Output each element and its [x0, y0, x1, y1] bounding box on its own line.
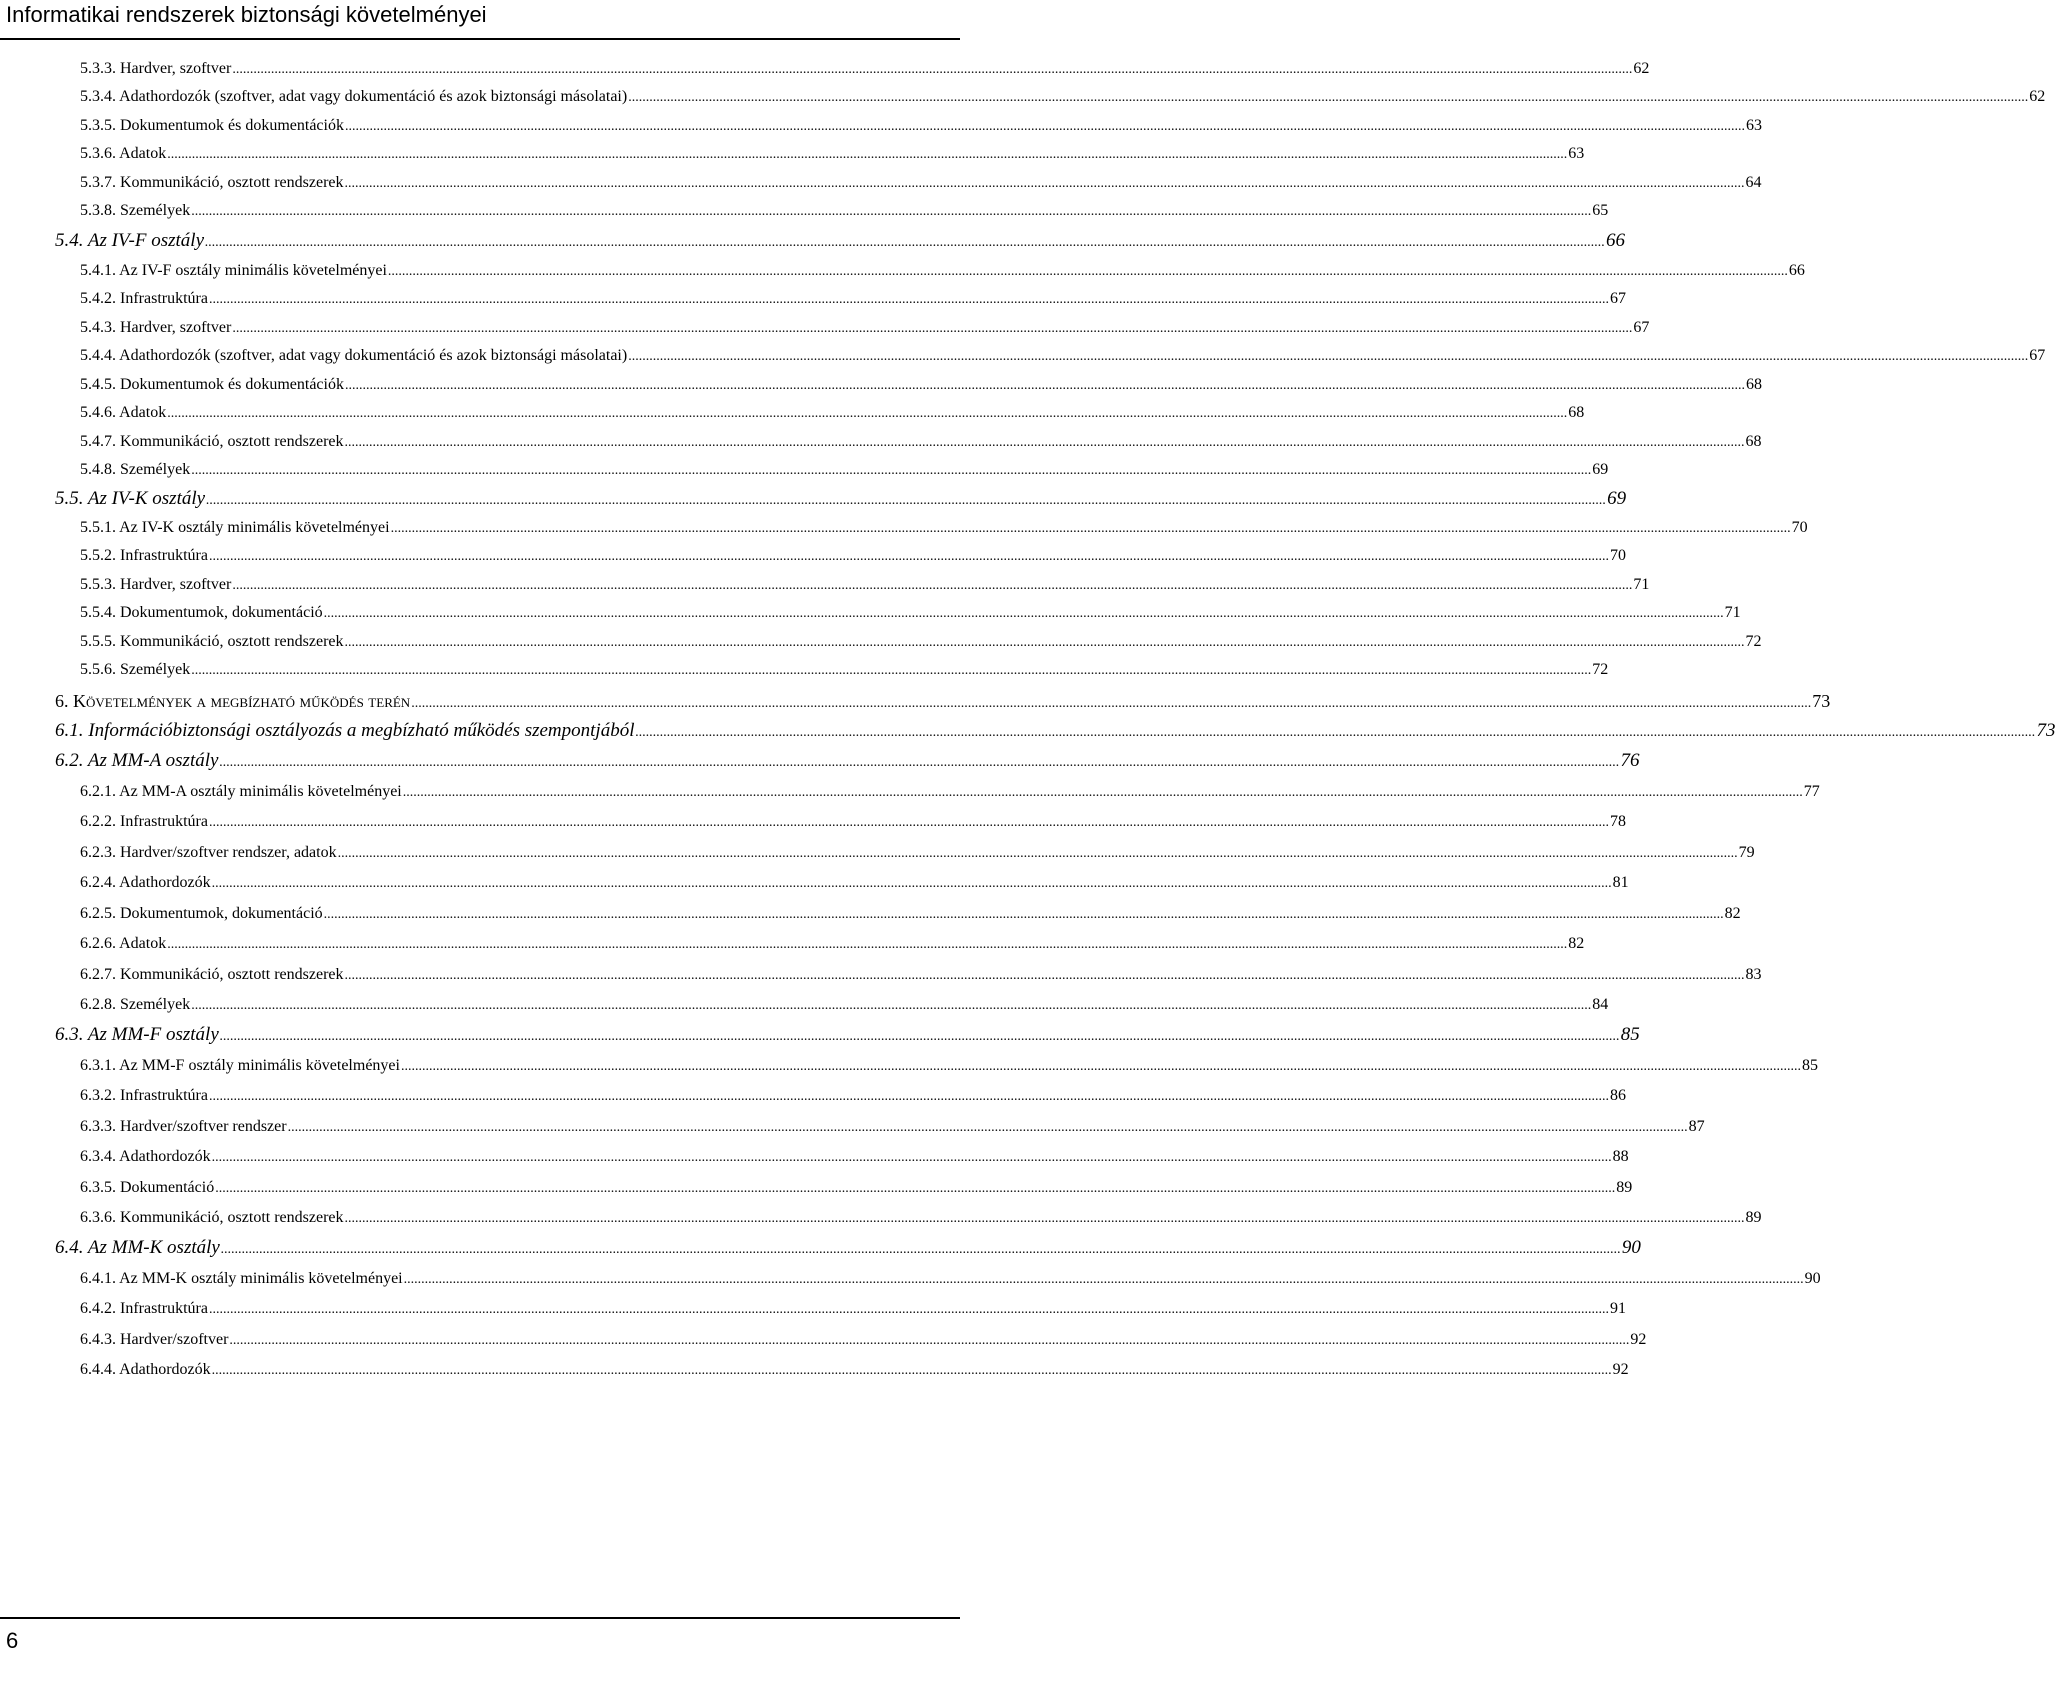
toc-entry-page: 82	[1568, 935, 1585, 952]
toc-dot-leader: ................................................................................................................................................................................................................................................................................................................................................................................................................	[337, 846, 1738, 861]
toc-dot-leader: ................................................................................................................................................................................................................................................................................................................................................................................................................	[232, 321, 1633, 336]
toc-dot-leader: ................................................................................................................................................................................................................................................................................................................................................................................................................	[191, 998, 1592, 1013]
toc-entry-page: 66	[1606, 230, 1626, 251]
toc-entry[interactable]	[80, 290, 1626, 308]
toc-entry-label: 6.2.8. Személyek	[80, 996, 191, 1013]
toc-entry[interactable]	[80, 576, 1650, 594]
toc-dot-leader: ................................................................................................................................................................................................................................................................................................................................................................................................................	[403, 1272, 1804, 1287]
toc-entry[interactable]	[80, 347, 2046, 365]
toc-entry-page: 62	[2029, 88, 2046, 105]
toc-entry-page: 66	[1788, 262, 1805, 279]
toc-dot-leader: ................................................................................................................................................................................................................................................................................................................................................................................................................	[232, 578, 1633, 593]
toc-dot-leader: ................................................................................................................................................................................................................................................................................................................................................................................................................	[211, 1150, 1612, 1165]
toc-entry-label: 5.3.8. Személyek	[80, 202, 191, 219]
toc-entry[interactable]	[80, 1179, 1633, 1197]
toc-entry-page: 67	[1633, 319, 1650, 336]
toc-entry[interactable]	[55, 488, 1627, 510]
toc-entry-label: 6.3.6. Kommunikáció, osztott rendszerek	[80, 1209, 344, 1226]
toc-entry[interactable]	[80, 604, 1741, 622]
toc-entry-label: 6. Követelmények a megbízható működés terén	[55, 691, 411, 711]
toc-entry[interactable]	[80, 996, 1609, 1014]
toc-entry-label: 5.5.6. Személyek	[80, 661, 191, 678]
toc-entry-label: 6.2.4. Adathordozók	[80, 874, 211, 891]
toc-dot-leader: ................................................................................................................................................................................................................................................................................................................................................................................................................	[344, 435, 1745, 450]
toc-entry-label: 6.3.2. Infrastruktúra	[80, 1087, 208, 1104]
toc-entry[interactable]	[80, 547, 1626, 565]
toc-dot-leader: ................................................................................................................................................................................................................................................................................................................................................................................................................	[208, 815, 1609, 830]
toc-entry-label: 6.2.5. Dokumentumok, dokumentáció	[80, 905, 323, 922]
toc-entry-label: 5.3.3. Hardver, szoftver	[80, 60, 232, 77]
toc-entry-label: 6.2.1. Az MM-A osztály minimális követelményei	[80, 783, 402, 800]
toc-entry-label: 5.3.6. Adatok	[80, 145, 167, 162]
toc-entry-page: 69	[1607, 488, 1627, 509]
toc-entry-label: 5.4.1. Az IV-F osztály minimális követelményei	[80, 262, 387, 279]
toc-entry-label: 5.4.6. Adatok	[80, 404, 167, 421]
toc-entry-label: 5.5.4. Dokumentumok, dokumentáció	[80, 604, 323, 621]
toc-dot-leader: ................................................................................................................................................................................................................................................................................................................................................................................................................	[323, 606, 1724, 621]
toc-entry-page: 69	[1592, 461, 1609, 478]
toc-dot-leader: ................................................................................................................................................................................................................................................................................................................................................................................................................	[215, 1181, 1616, 1196]
toc-entry-page: 92	[1630, 1331, 1647, 1348]
toc-entry-page: 68	[1745, 376, 1762, 393]
toc-dot-leader: ................................................................................................................................................................................................................................................................................................................................................................................................................	[208, 1089, 1609, 1104]
toc-entry-label: 5.4.5. Dokumentumok és dokumentációk	[80, 376, 344, 393]
toc-entry[interactable]	[80, 1331, 1647, 1349]
toc-entry-page: 86	[1609, 1087, 1626, 1104]
toc-dot-leader: ................................................................................................................................................................................................................................................................................................................................................................................................................	[229, 1333, 1630, 1348]
toc-entry-label: 5.3.5. Dokumentumok és dokumentációk	[80, 117, 344, 134]
toc-entry-label: 5.3.7. Kommunikáció, osztott rendszerek	[80, 174, 344, 191]
toc-entry[interactable]	[80, 1361, 1629, 1379]
toc-entry-page: 73	[2036, 720, 2056, 741]
toc-dot-leader: ................................................................................................................................................................................................................................................................................................................................................................................................................	[344, 968, 1745, 983]
toc-entry-page: 71	[1724, 604, 1741, 621]
toc-dot-leader: ................................................................................................................................................................................................................................................................................................................................................................................................................	[208, 292, 1609, 307]
toc-entry-label: 6.2.6. Adatok	[80, 935, 167, 952]
toc-dot-leader: ................................................................................................................................................................................................................................................................................................................................................................................................................	[219, 1029, 1620, 1044]
toc-entry-label: 6.3.4. Adathordozók	[80, 1148, 211, 1165]
page-number: 6	[6, 1628, 19, 1653]
toc-dot-leader: ................................................................................................................................................................................................................................................................................................................................................................................................................	[628, 90, 2029, 105]
toc-entry-label: 6.3. Az MM-F osztály	[55, 1024, 219, 1045]
footer-divider	[0, 1617, 960, 1619]
toc-dot-leader: ................................................................................................................................................................................................................................................................................................................................................................................................................	[387, 264, 1788, 279]
toc-dot-leader: ................................................................................................................................................................................................................................................................................................................................................................................................................	[344, 176, 1745, 191]
toc-entry[interactable]	[80, 117, 1762, 135]
toc-entry-page: 70	[1791, 519, 1808, 536]
toc-entry-page: 83	[1745, 966, 1762, 983]
toc-entry[interactable]	[80, 202, 1609, 220]
toc-entry[interactable]	[80, 88, 2046, 106]
toc-entry-page: 72	[1745, 633, 1762, 650]
toc-dot-leader: ................................................................................................................................................................................................................................................................................................................................................................................................................	[191, 663, 1592, 678]
toc-entry[interactable]	[80, 783, 1820, 801]
toc-dot-leader: ................................................................................................................................................................................................................................................................................................................................................................................................................	[211, 876, 1612, 891]
header-divider	[0, 38, 960, 40]
toc-entry-page: 76	[1620, 750, 1640, 771]
toc-entry-page: 85	[1801, 1057, 1818, 1074]
toc-entry[interactable]	[80, 319, 1650, 337]
toc-entry-page: 90	[1804, 1270, 1821, 1287]
toc-entry[interactable]	[80, 1209, 1762, 1227]
toc-dot-leader: ................................................................................................................................................................................................................................................................................................................................................................................................................	[219, 755, 1620, 770]
toc-dot-leader: ................................................................................................................................................................................................................................................................................................................................................................................................................	[402, 785, 1803, 800]
toc-entry-page: 89	[1616, 1179, 1633, 1196]
toc-dot-leader: ................................................................................................................................................................................................................................................................................................................................................................................................................	[323, 907, 1724, 922]
toc-dot-leader: ................................................................................................................................................................................................................................................................................................................................................................................................................	[167, 937, 1568, 952]
document-title: Informatikai rendszerek biztonsági követelményei	[6, 2, 487, 27]
toc-entry[interactable]	[80, 661, 1609, 679]
toc-entry-page: 92	[1612, 1361, 1629, 1378]
toc-entry[interactable]	[80, 262, 1805, 280]
toc-dot-leader: ................................................................................................................................................................................................................................................................................................................................................................................................................	[411, 696, 1812, 711]
toc-entry-label: 6.4.1. Az MM-K osztály minimális követelményei	[80, 1270, 403, 1287]
toc-entry-page: 67	[1609, 290, 1626, 307]
toc-entry-page: 73	[1812, 691, 1831, 711]
toc-entry[interactable]	[80, 966, 1762, 984]
toc-entry[interactable]	[80, 1148, 1629, 1166]
toc-entry-label: 6.1. Információbiztonsági osztályozás a megbízható működés szempontjából	[55, 720, 635, 741]
toc-entry-page: 63	[1568, 145, 1585, 162]
toc-dot-leader: ................................................................................................................................................................................................................................................................................................................................................................................................................	[208, 549, 1609, 564]
toc-entry-label: 6.4. Az MM-K osztály	[55, 1237, 220, 1258]
toc-entry-label: 5.4.7. Kommunikáció, osztott rendszerek	[80, 433, 344, 450]
toc-dot-leader: ................................................................................................................................................................................................................................................................................................................................................................................................................	[635, 725, 2036, 740]
toc-dot-leader: ................................................................................................................................................................................................................................................................................................................................................................................................................	[400, 1059, 1801, 1074]
toc-dot-leader: ................................................................................................................................................................................................................................................................................................................................................................................................................	[191, 463, 1592, 478]
toc-entry[interactable]	[80, 905, 1741, 923]
toc-entry-page: 72	[1592, 661, 1609, 678]
toc-entry[interactable]	[80, 844, 1755, 862]
toc-entry-page: 65	[1592, 202, 1609, 219]
toc-entry[interactable]	[80, 1118, 1705, 1136]
toc-entry-page: 63	[1745, 117, 1762, 134]
toc-entry-label: 6.2.2. Infrastruktúra	[80, 813, 208, 830]
toc-entry-label: 6.4.4. Adathordozók	[80, 1361, 211, 1378]
toc-dot-leader: ................................................................................................................................................................................................................................................................................................................................................................................................................	[206, 493, 1607, 508]
toc-dot-leader: ................................................................................................................................................................................................................................................................................................................................................................................................................	[205, 235, 1606, 250]
toc-entry-label: 6.2.3. Hardver/szoftver rendszer, adatok	[80, 844, 337, 861]
toc-entry-label: 6.4.3. Hardver/szoftver	[80, 1331, 229, 1348]
toc-dot-leader: ................................................................................................................................................................................................................................................................................................................................................................................................................	[344, 1211, 1745, 1226]
toc-dot-leader: ................................................................................................................................................................................................................................................................................................................................................................................................................	[191, 204, 1592, 219]
toc-entry[interactable]	[80, 1087, 1626, 1105]
toc-entry-page: 90	[1621, 1237, 1641, 1258]
toc-entry-page: 68	[1568, 404, 1585, 421]
toc-entry-page: 62	[1633, 60, 1650, 77]
toc-dot-leader: ................................................................................................................................................................................................................................................................................................................................................................................................................	[167, 147, 1568, 162]
toc-entry[interactable]	[55, 720, 2056, 742]
toc-entry-page: 70	[1609, 547, 1626, 564]
toc-entry[interactable]	[80, 633, 1762, 651]
toc-entry-label: 6.4.2. Infrastruktúra	[80, 1300, 208, 1317]
toc-dot-leader: ................................................................................................................................................................................................................................................................................................................................................................................................................	[211, 1363, 1612, 1378]
toc-entry[interactable]	[80, 376, 1762, 394]
toc-entry-label: 5.5.2. Infrastruktúra	[80, 547, 208, 564]
toc-entry-label: 6.3.5. Dokumentáció	[80, 1179, 215, 1196]
toc-entry-label: 5.3.4. Adathordozók (szoftver, adat vagy dokumentáció és azok biztonsági másolatai)	[80, 88, 628, 105]
toc-entry-label: 5.4.3. Hardver, szoftver	[80, 319, 232, 336]
toc-dot-leader: ................................................................................................................................................................................................................................................................................................................................................................................................................	[628, 349, 2029, 364]
toc-entry-label: 5.4. Az IV-F osztály	[55, 230, 205, 251]
toc-dot-leader: ................................................................................................................................................................................................................................................................................................................................................................................................................	[344, 378, 1745, 393]
toc-entry[interactable]	[80, 874, 1629, 892]
toc-entry[interactable]	[80, 1300, 1626, 1318]
toc-entry[interactable]	[55, 1024, 1640, 1046]
toc-entry-page: 71	[1633, 576, 1650, 593]
toc-entry[interactable]	[80, 60, 1650, 78]
toc-entry-label: 6.2. Az MM-A osztály	[55, 750, 219, 771]
toc-entry[interactable]	[80, 433, 1762, 451]
toc-entry-label: 6.2.7. Kommunikáció, osztott rendszerek	[80, 966, 344, 983]
toc-entry-label: 6.3.1. Az MM-F osztály minimális követelményei	[80, 1057, 400, 1074]
toc-entry[interactable]	[80, 1057, 1818, 1075]
toc-entry-label: 5.4.4. Adathordozók (szoftver, adat vagy dokumentáció és azok biztonsági másolatai)	[80, 347, 628, 364]
toc-entry-label: 5.5.3. Hardver, szoftver	[80, 576, 232, 593]
toc-entry[interactable]	[80, 519, 1808, 537]
toc-dot-leader: ................................................................................................................................................................................................................................................................................................................................................................................................................	[232, 62, 1633, 77]
toc-entry[interactable]	[55, 230, 1626, 252]
toc-entry-label: 5.5. Az IV-K osztály	[55, 488, 206, 509]
toc-entry-label: 6.3.3. Hardver/szoftver rendszer	[80, 1118, 287, 1135]
toc-dot-leader: ................................................................................................................................................................................................................................................................................................................................................................................................................	[344, 635, 1745, 650]
toc-entry-page: 91	[1609, 1300, 1626, 1317]
toc-dot-leader: ................................................................................................................................................................................................................................................................................................................................................................................................................	[287, 1120, 1688, 1135]
toc-dot-leader: ................................................................................................................................................................................................................................................................................................................................................................................................................	[390, 521, 1791, 536]
toc-entry-page: 68	[1745, 433, 1762, 450]
toc-entry[interactable]	[80, 461, 1609, 479]
toc-dot-leader: ................................................................................................................................................................................................................................................................................................................................................................................................................	[208, 1302, 1609, 1317]
toc-entry[interactable]	[80, 174, 1762, 192]
toc-entry[interactable]	[55, 691, 1831, 712]
toc-entry-page: 81	[1612, 874, 1629, 891]
toc-entry-page: 84	[1592, 996, 1609, 1013]
toc-entry[interactable]	[80, 404, 1585, 422]
toc-entry-page: 82	[1724, 905, 1741, 922]
toc-entry-page: 89	[1745, 1209, 1762, 1226]
toc-entry-page: 67	[2029, 347, 2046, 364]
toc-entry[interactable]	[80, 145, 1585, 163]
toc-entry-page: 64	[1745, 174, 1762, 191]
toc-entry[interactable]	[55, 1237, 1641, 1259]
toc-entry-page: 78	[1609, 813, 1626, 830]
toc-entry[interactable]	[55, 750, 1640, 772]
toc-entry-label: 5.5.1. Az IV-K osztály minimális követelményei	[80, 519, 390, 536]
toc-dot-leader: ................................................................................................................................................................................................................................................................................................................................................................................................................	[344, 119, 1745, 134]
toc-entry[interactable]	[80, 1270, 1821, 1288]
toc-dot-leader: ................................................................................................................................................................................................................................................................................................................................................................................................................	[220, 1242, 1621, 1257]
toc-entry-page: 88	[1612, 1148, 1629, 1165]
toc-entry-page: 87	[1688, 1118, 1705, 1135]
toc-entry-label: 5.4.8. Személyek	[80, 461, 191, 478]
toc-entry[interactable]	[80, 813, 1626, 831]
toc-entry-label: 5.5.5. Kommunikáció, osztott rendszerek	[80, 633, 344, 650]
running-header	[0, 0, 960, 30]
toc-entry-label: 5.4.2. Infrastruktúra	[80, 290, 208, 307]
toc-dot-leader: ................................................................................................................................................................................................................................................................................................................................................................................................................	[167, 406, 1568, 421]
toc-entry-page: 77	[1803, 783, 1820, 800]
toc-entry-page: 85	[1620, 1024, 1640, 1045]
toc-entry[interactable]	[80, 935, 1585, 953]
toc-entry-page: 79	[1738, 844, 1755, 861]
